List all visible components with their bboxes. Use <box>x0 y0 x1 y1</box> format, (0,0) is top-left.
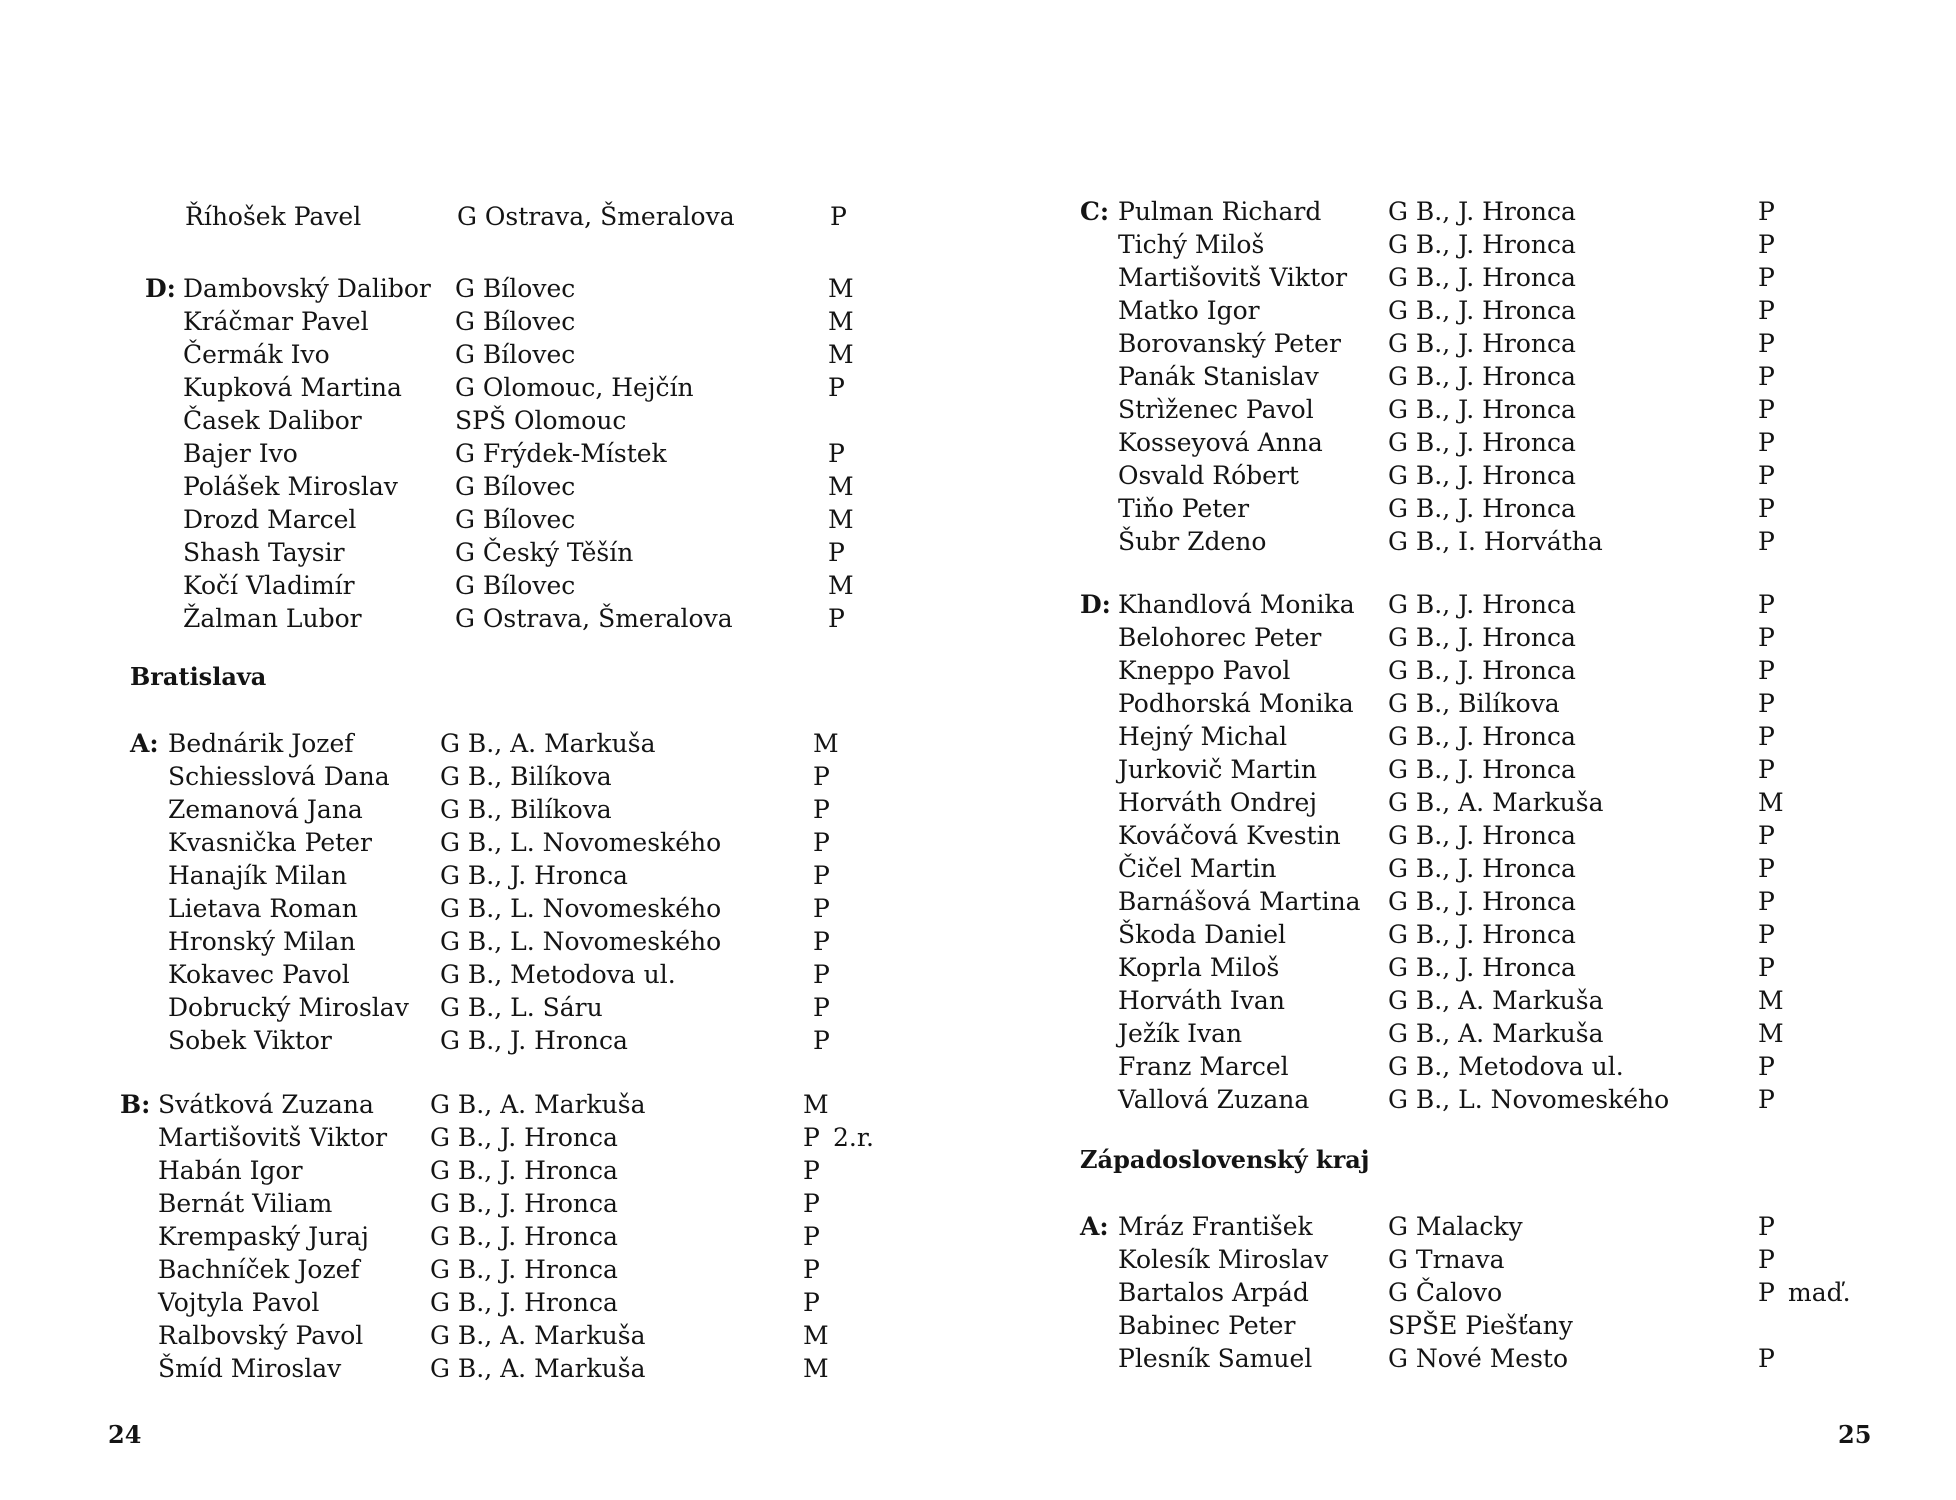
student-name: Dambovský Dalibor <box>183 274 431 303</box>
subject-code: P <box>813 1026 830 1055</box>
student-name: Kočí Vladimír <box>183 571 355 600</box>
student-name: Hanajík Milan <box>168 861 348 890</box>
subject-code: P <box>1758 1052 1775 1081</box>
student-name: Khandlová Monika <box>1118 590 1355 619</box>
subject-code: P <box>828 439 845 468</box>
subject-code: P <box>813 894 830 923</box>
subject-code: P <box>803 1156 820 1185</box>
school-name: G B., J. Hronca <box>1388 461 1576 490</box>
student-name: Horváth Ondrej <box>1118 788 1318 817</box>
school-name: G B., L. Novomeského <box>440 828 722 857</box>
student-name: Drozd Marcel <box>183 505 357 534</box>
student-name: Hejný Michal <box>1118 722 1288 751</box>
school-name: G B., A. Markuša <box>1388 1019 1604 1048</box>
school-name: G B., Bilíkova <box>440 762 612 791</box>
school-name: G Olomouc, Hejčín <box>455 373 694 402</box>
subject-code: P <box>813 861 830 890</box>
student-name: Zemanová Jana <box>168 795 363 824</box>
subject-code: M <box>828 274 854 303</box>
subject-code: P <box>1758 953 1775 982</box>
student-name: Žalman Lubor <box>183 604 362 633</box>
group-letter: D: <box>1080 590 1111 619</box>
school-name: G Bílovec <box>455 274 576 303</box>
school-name: SPŠ Olomouc <box>455 406 627 435</box>
student-name: Schiesslová Dana <box>168 762 390 791</box>
subject-code: P <box>1758 395 1775 424</box>
school-name: G B., J. Hronca <box>1388 329 1576 358</box>
school-name: G B., Bilíkova <box>440 795 612 824</box>
school-name: G B., J. Hronca <box>1388 395 1576 424</box>
student-name: Ježík Ivan <box>1118 1019 1243 1048</box>
student-name: Osvald Róbert <box>1118 461 1299 490</box>
student-name: Babinec Peter <box>1118 1311 1296 1340</box>
school-name: G Bílovec <box>455 472 576 501</box>
school-name: G B., A. Markuša <box>440 729 656 758</box>
school-name: G Malacky <box>1388 1212 1523 1241</box>
student-name: Panák Stanislav <box>1118 362 1319 391</box>
school-name: G B., J. Hronca <box>1388 623 1576 652</box>
student-name: Kokavec Pavol <box>168 960 350 989</box>
school-name: G B., J. Hronca <box>440 1026 628 1055</box>
school-name: G B., J. Hronca <box>1388 362 1576 391</box>
school-name: G B., J. Hronca <box>1388 590 1576 619</box>
student-name: Ralbovský Pavol <box>158 1321 364 1350</box>
right-page <box>980 0 1956 1500</box>
subject-code: P <box>813 960 830 989</box>
subject-code: P <box>1758 197 1775 226</box>
subject-code: M <box>1758 1019 1784 1048</box>
subject-code: P <box>1758 722 1775 751</box>
subject-code: P <box>803 1288 820 1317</box>
subject-code: M <box>803 1321 829 1350</box>
subject-code: M <box>813 729 839 758</box>
subject-code: P <box>1758 821 1775 850</box>
school-name: SPŠE Piešťany <box>1388 1311 1573 1340</box>
subject-code: P <box>1758 755 1775 784</box>
subject-code: P <box>1758 1212 1775 1241</box>
student-name: Shash Taysir <box>183 538 345 567</box>
subject-code: P <box>1758 656 1775 685</box>
subject-code: M <box>828 340 854 369</box>
school-name: G B., J. Hronca <box>1388 887 1576 916</box>
student-name: Tichý Miloš <box>1118 230 1265 259</box>
school-name: G Trnava <box>1388 1245 1505 1274</box>
school-name: G B., J. Hronca <box>1388 953 1576 982</box>
subject-code: M <box>828 472 854 501</box>
subject-code: P <box>813 762 830 791</box>
subject-code: P <box>813 927 830 956</box>
student-name: Lietava Roman <box>168 894 358 923</box>
school-name: G B., J. Hronca <box>430 1123 618 1152</box>
student-name: Kosseyová Anna <box>1118 428 1323 457</box>
school-name: G Ostrava, Šmeralova <box>457 202 735 231</box>
student-name: Bernát Viliam <box>158 1189 333 1218</box>
subject-code: P <box>1758 887 1775 916</box>
student-name: Kováčová Kvestin <box>1118 821 1341 850</box>
school-name: G B., J. Hronca <box>1388 197 1576 226</box>
subject-code: M <box>828 571 854 600</box>
student-name: Jurkovič Martin <box>1118 755 1317 784</box>
subject-code: P <box>803 1123 820 1152</box>
subject-code: P <box>1758 1278 1775 1307</box>
subject-code: P <box>1758 329 1775 358</box>
subject-code: P <box>803 1255 820 1284</box>
subject-code: P <box>1758 854 1775 883</box>
student-name: Hronský Milan <box>168 927 356 956</box>
school-name: G Bílovec <box>455 505 576 534</box>
group-letter: C: <box>1080 197 1110 226</box>
student-name: Sobek Viktor <box>168 1026 332 1055</box>
student-name: Časek Dalibor <box>183 406 362 435</box>
subject-code: P <box>1758 428 1775 457</box>
student-name: Matko Igor <box>1118 296 1260 325</box>
section-title: Bratislava <box>130 662 267 691</box>
school-name: G Ostrava, Šmeralova <box>455 604 733 633</box>
school-name: G B., I. Horvátha <box>1388 527 1603 556</box>
school-name: G B., J. Hronca <box>430 1189 618 1218</box>
student-name: Koprla Miloš <box>1118 953 1280 982</box>
school-name: G B., J. Hronca <box>430 1288 618 1317</box>
school-name: G B., L. Sáru <box>440 993 603 1022</box>
school-name: G B., A. Markuša <box>1388 788 1604 817</box>
page-number: 25 <box>1838 1420 1872 1449</box>
subject-code: P <box>1758 1344 1775 1373</box>
entry-note: 2.r. <box>833 1123 875 1152</box>
student-name: Borovanský Peter <box>1118 329 1341 358</box>
student-name: Kneppo Pavol <box>1118 656 1291 685</box>
school-name: G Bílovec <box>455 340 576 369</box>
student-name: Plesník Samuel <box>1118 1344 1313 1373</box>
school-name: G B., J. Hronca <box>430 1255 618 1284</box>
group-letter: D: <box>145 274 176 303</box>
student-name: Horváth Ivan <box>1118 986 1285 1015</box>
student-name: Svátková Zuzana <box>158 1090 374 1119</box>
school-name: G Bílovec <box>455 307 576 336</box>
section-title: Západoslovenský kraj <box>1080 1145 1370 1174</box>
group-letter: A: <box>1080 1212 1109 1241</box>
subject-code: P <box>1758 590 1775 619</box>
school-name: G B., J. Hronca <box>1388 428 1576 457</box>
student-name: Podhorská Monika <box>1118 689 1354 718</box>
school-name: G B., Metodova ul. <box>1388 1052 1624 1081</box>
school-name: G B., L. Novomeského <box>440 927 722 956</box>
student-name: Krempaský Juraj <box>158 1222 369 1251</box>
student-name: Škoda Daniel <box>1118 920 1287 949</box>
school-name: G Frýdek-Místek <box>455 439 667 468</box>
student-name: Bednárik Jozef <box>168 729 354 758</box>
school-name: G B., J. Hronca <box>1388 263 1576 292</box>
school-name: G B., J. Hronca <box>1388 920 1576 949</box>
school-name: G Bílovec <box>455 571 576 600</box>
school-name: G B., A. Markuša <box>430 1321 646 1350</box>
student-name: Kráčmar Pavel <box>183 307 369 336</box>
school-name: G B., J. Hronca <box>1388 296 1576 325</box>
school-name: G B., J. Hronca <box>1388 230 1576 259</box>
subject-code: P <box>1758 623 1775 652</box>
school-name: G B., A. Markuša <box>1388 986 1604 1015</box>
student-name: Pulman Richard <box>1118 197 1322 226</box>
entry-note: maď. <box>1788 1278 1851 1307</box>
student-name: Šubr Zdeno <box>1118 527 1267 556</box>
school-name: G B., A. Markuša <box>430 1090 646 1119</box>
school-name: G B., L. Novomeského <box>440 894 722 923</box>
school-name: G Nové Mesto <box>1388 1344 1569 1373</box>
subject-code: P <box>803 1222 820 1251</box>
school-name: G B., Bilíkova <box>1388 689 1560 718</box>
school-name: G B., J. Hronca <box>440 861 628 890</box>
student-name: Bachníček Jozef <box>158 1255 360 1284</box>
subject-code: P <box>1758 920 1775 949</box>
subject-code: M <box>803 1090 829 1119</box>
left-page <box>0 0 960 1500</box>
student-name: Čermák Ivo <box>183 340 330 369</box>
school-name: G B., J. Hronca <box>1388 755 1576 784</box>
student-name: Franz Marcel <box>1118 1052 1289 1081</box>
student-name: Strìženec Pavol <box>1118 395 1314 424</box>
student-name: Dobrucký Miroslav <box>168 993 409 1022</box>
school-name: G B., J. Hronca <box>1388 656 1576 685</box>
subject-code: M <box>828 307 854 336</box>
subject-code: P <box>1758 263 1775 292</box>
subject-code: P <box>1758 362 1775 391</box>
group-letter: B: <box>120 1090 151 1119</box>
subject-code: P <box>828 373 845 402</box>
subject-code: M <box>828 505 854 534</box>
subject-code: M <box>803 1354 829 1383</box>
page-number: 24 <box>108 1420 142 1449</box>
student-name: Kvasnička Peter <box>168 828 372 857</box>
school-name: G B., J. Hronca <box>1388 821 1576 850</box>
subject-code: M <box>1758 788 1784 817</box>
subject-code: P <box>1758 494 1775 523</box>
student-name: Vallová Zuzana <box>1118 1085 1310 1114</box>
subject-code: P <box>1758 1245 1775 1274</box>
student-name: Šmíd Miroslav <box>158 1354 342 1383</box>
school-name: G B., J. Hronca <box>430 1156 618 1185</box>
subject-code: M <box>1758 986 1784 1015</box>
subject-code: P <box>1758 296 1775 325</box>
subject-code: P <box>813 993 830 1022</box>
school-name: G B., A. Markuša <box>430 1354 646 1383</box>
subject-code: P <box>1758 230 1775 259</box>
subject-code: P <box>813 795 830 824</box>
student-name: Vojtyla Pavol <box>158 1288 320 1317</box>
subject-code: P <box>828 604 845 633</box>
school-name: G B., Metodova ul. <box>440 960 676 989</box>
group-letter: A: <box>130 729 159 758</box>
student-name: Kupková Martina <box>183 373 402 402</box>
student-name: Polášek Miroslav <box>183 472 398 501</box>
school-name: G Čalovo <box>1388 1278 1503 1307</box>
student-name: Mráz František <box>1118 1212 1313 1241</box>
student-name: Čičel Martin <box>1118 854 1277 883</box>
subject-code: P <box>813 828 830 857</box>
student-name: Martišovitš Viktor <box>1118 263 1348 292</box>
school-name: G B., L. Novomeského <box>1388 1085 1670 1114</box>
subject-code: P <box>1758 689 1775 718</box>
subject-code: P <box>1758 527 1775 556</box>
school-name: G Český Těšín <box>455 538 634 567</box>
student-name: Habán Igor <box>158 1156 303 1185</box>
student-name: Barnášová Martina <box>1118 887 1361 916</box>
subject-code: P <box>1758 461 1775 490</box>
subject-code: P <box>828 538 845 567</box>
school-name: G B., J. Hronca <box>1388 494 1576 523</box>
student-name: Kolesík Miroslav <box>1118 1245 1329 1274</box>
student-name: Tiňo Peter <box>1118 494 1250 523</box>
school-name: G B., J. Hronca <box>1388 854 1576 883</box>
student-name: Bartalos Arpád <box>1118 1278 1309 1307</box>
student-name: Říhošek Pavel <box>185 202 362 231</box>
student-name: Belohorec Peter <box>1118 623 1322 652</box>
subject-code: P <box>803 1189 820 1218</box>
student-name: Martišovitš Viktor <box>158 1123 388 1152</box>
school-name: G B., J. Hronca <box>1388 722 1576 751</box>
subject-code: P <box>830 202 847 231</box>
student-name: Bajer Ivo <box>183 439 298 468</box>
subject-code: P <box>1758 1085 1775 1114</box>
school-name: G B., J. Hronca <box>430 1222 618 1251</box>
